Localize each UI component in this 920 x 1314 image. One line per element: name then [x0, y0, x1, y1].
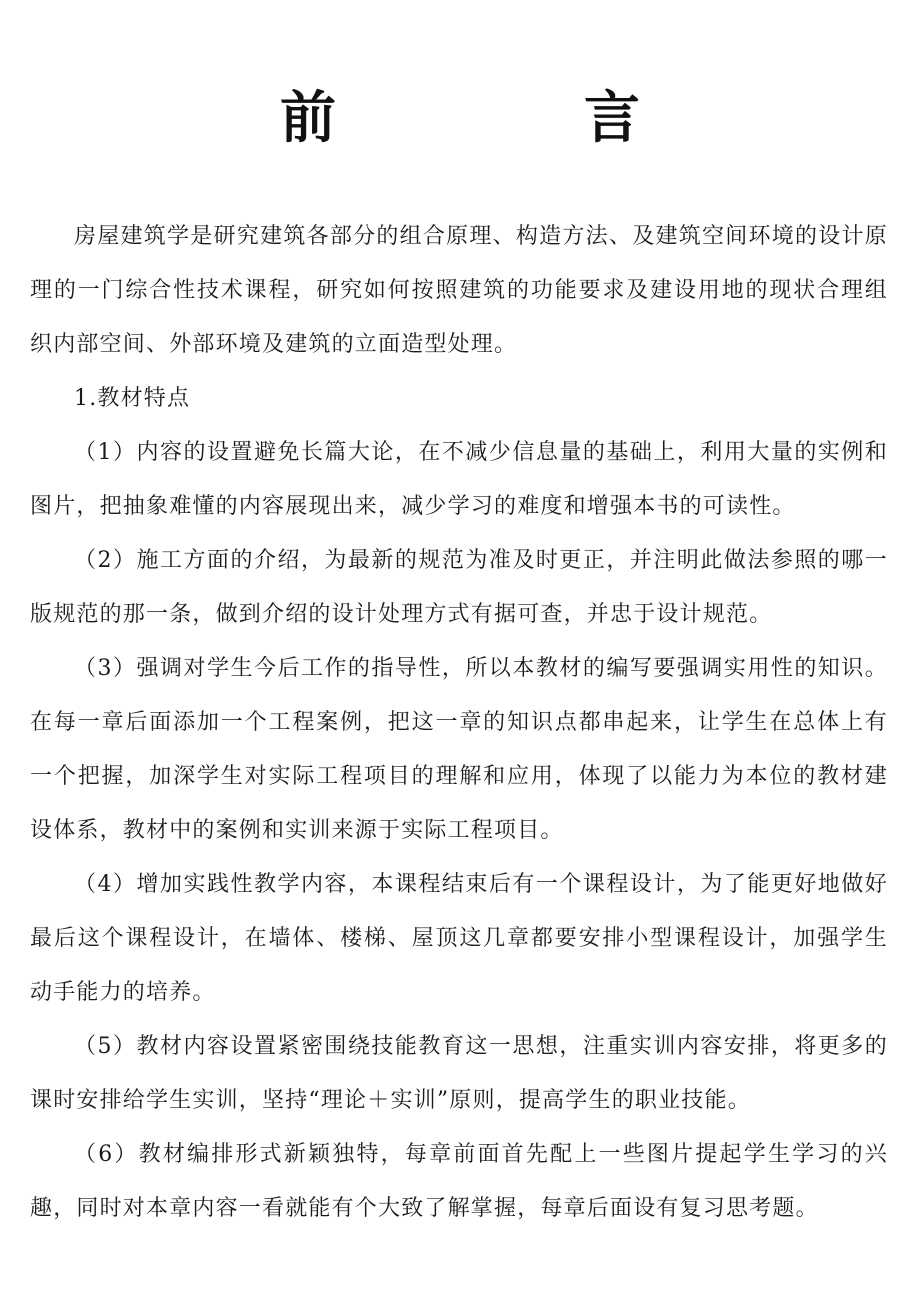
feature-paragraph-5: （5）教材内容设置紧密围绕技能教育这一思想，注重实训内容安排，将更多的课时安排给学生实训，坚持“理论＋实训”原则，提高学生的职业技能。 [30, 1034, 888, 1113]
feature-paragraph-6: （6）教材编排形式新颖独特，每章前面首先配上一些图片提起学生学习的兴趣，同时对本章内容一看就能有个大致了解掌握，每章后面设有复习思考题。 [30, 1142, 888, 1221]
feature-paragraph-1: （1）内容的设置避免长篇大论，在不减少信息量的基础上，利用大量的实例和图片，把抽象难懂的内容展现出来，减少学习的难度和增强本书的可读性。 [30, 440, 888, 519]
document-body [30, 210, 888, 1236]
section-heading: 1.教材特点 [74, 386, 191, 411]
intro-paragraph: 房屋建筑学是研究建筑各部分的组合原理、构造方法、及建筑空间环境的设计原理的一门综合性技术课程，研究如何按照建筑的功能要求及建设用地的现状合理组织内部空间、外部环境及建筑的立面造型处理。 [30, 224, 888, 357]
feature-paragraph-3: （3）强调对学生今后工作的指导性，所以本教材的编写要强调实用性的知识。在每一章后面添加一个工程案例，把这一章的知识点都串起来，让学生在总体上有一个把握，加深学生对实际工程项目的理解和应用，体现了以能力为本位的教材建设体系，教材中的案例和实训来源于实际工程项目。 [30, 656, 888, 843]
feature-paragraph-4: （4）增加实践性教学内容，本课程结束后有一个课程设计，为了能更好地做好最后这个课程设计，在墙体、楼梯、屋顶这几章都要安排小型课程设计，加强学生动手能力的培养。 [30, 872, 888, 1005]
page-title: 前 言 [280, 85, 736, 151]
feature-paragraph-2: （2）施工方面的介绍，为最新的规范为准及时更正，并注明此做法参照的哪一版规范的那一条，做到介绍的设计处理方式有据可查，并忠于设计规范。 [30, 548, 888, 627]
